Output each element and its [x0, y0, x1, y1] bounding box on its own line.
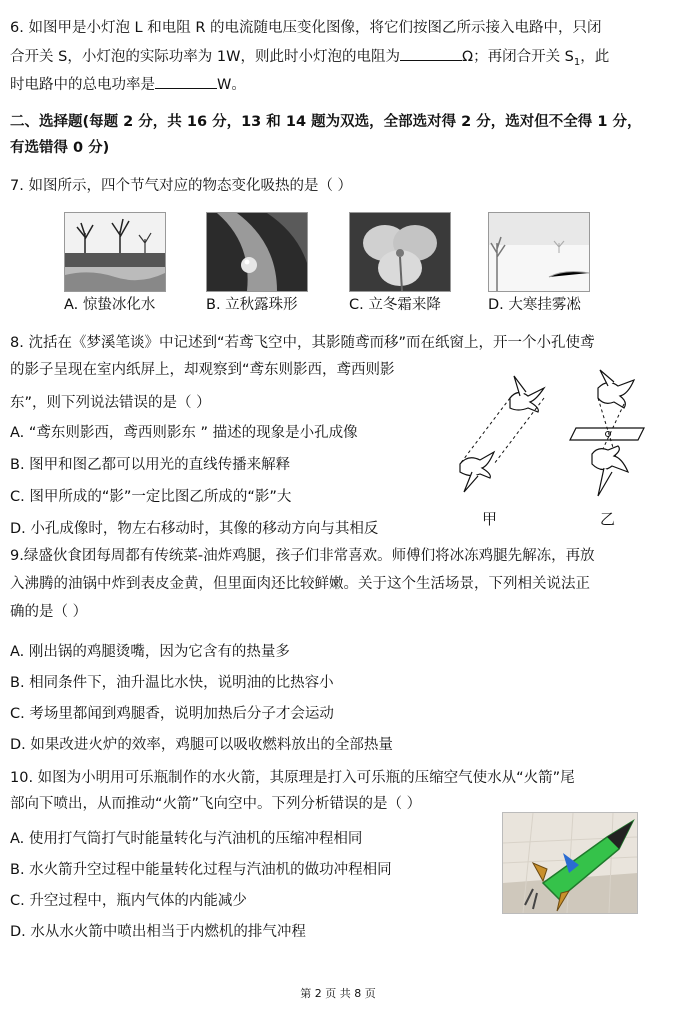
q6-blank-resistance[interactable] [400, 46, 462, 61]
q6-line-3 [10, 74, 246, 95]
q8-line-1: 8. 沈括在《梦溪笔谈》中记述到“若鸢飞空中，其影随鸢而移”而在纸窗上，开一个小孔使鸢 [10, 335, 595, 351]
q9-option-d: D. 如果改进火炉的效率，鸡腿可以吸收燃料放出的全部热量 [10, 737, 393, 753]
q8-option-c: C. 图甲所成的“影”一定比图乙所成的“影”大 [10, 489, 292, 505]
q6-line-2-text-a: 合开关 S，小灯泡的实际功率为 1W，则此时小灯泡的电阻为 [10, 49, 400, 65]
q7-caption-b: B. 立秋露珠形 [206, 297, 298, 313]
bird-icon-yi-bottom [592, 446, 628, 496]
q8-line-2: 的影子呈现在室内纸屏上，却观察到“鸢东则影西，鸢西则影 [10, 362, 395, 378]
page-footer: 第 2 页 共 8 页 [300, 987, 376, 1000]
q8-option-b: B. 图甲和图乙都可以用光的直线传播来解释 [10, 457, 291, 473]
q7-caption-c: C. 立冬霜来降 [349, 297, 441, 313]
bird-icon-yi-top [598, 370, 634, 408]
q10-line-2: 部向下喷出，从而推动“火箭”飞向空中。下列分析错误的是（ ） [10, 796, 422, 812]
q7-photo-d [488, 212, 590, 292]
q6-line-2-text-b: Ω；再闭合开关 S [461, 49, 574, 65]
q6-line-2-text-c: ，此 [580, 49, 610, 65]
q6-line-1: 6. 如图甲是小灯泡 L 和电阻 R 的电流随电压变化图像，将它们按图乙所示接入电路中，只闭 [10, 20, 602, 36]
q7-caption-a: A. 惊蛰冰化水 [64, 297, 156, 313]
q9-line-1: 9.绿盛伙食团每周都有传统菜-油炸鸡腿，孩子们非常喜欢。师傅们将冰冻鸡腿先解冻，再放 [10, 548, 595, 564]
q8-figure [448, 368, 668, 538]
q9-option-b: B. 相同条件下，油升温比水快，说明油的比热容小 [10, 675, 334, 691]
q8-label-jia: 甲 [482, 510, 498, 528]
q9-line-2: 入沸腾的油锅中炸到表皮金黄，但里面肉还比较鲜嫩。关于这个生活场景，下列相关说法正 [10, 576, 590, 592]
q10-option-b: B. 水火箭升空过程中能量转化过程与汽油机的做功冲程相同 [10, 862, 392, 878]
q8-option-a: A. “鸢东则影西，鸢西则影东 ” 描述的现象是小孔成像 [10, 425, 358, 441]
q6-line-3-text-b: W。 [217, 77, 246, 93]
q10-option-d: D. 水从水火箭中喷出相当于内燃机的排气冲程 [10, 924, 306, 940]
q9-option-a: A. 刚出锅的鸡腿烫嘴，因为它含有的热量多 [10, 644, 290, 660]
q7-caption-d: D. 大寒挂雾凇 [488, 297, 581, 313]
q7-photo-a [64, 212, 166, 292]
q7-stem: 7. 如图所示，四个节气对应的物态变化吸热的是（ ） [10, 178, 353, 194]
q6-blank-power[interactable] [155, 74, 217, 89]
q10-line-1: 10. 如图为小明用可乐瓶制作的水火箭，其原理是打入可乐瓶的压缩空气使水从“火箭”尾 [10, 770, 575, 786]
q7-photo-b [206, 212, 308, 292]
q7-photo-c [349, 212, 451, 292]
q6-subscript: 1 [573, 56, 581, 68]
q8-line-3: 东”，则下列说法错误的是（ ） [10, 395, 211, 411]
section2-heading-line-1: 二、选择题(每题 2 分，共 16 分，13 和 14 题为双选，全部选对得 2 分，选对但不全得 1 分， [10, 114, 642, 130]
q10-option-c: C. 升空过程中，瓶内气体的内能减少 [10, 893, 247, 909]
q10-option-a: A. 使用打气筒打气时能量转化与汽油机的压缩冲程相同 [10, 831, 363, 847]
q9-option-c: C. 考场里都闻到鸡腿香，说明加热后分子才会运动 [10, 706, 334, 722]
bird-icon-jia-top [510, 376, 544, 412]
q9-line-3: 确的是（ ） [10, 604, 88, 620]
section2-heading-line-2: 有选错得 0 分) [10, 140, 110, 156]
q6-line-2 [10, 46, 609, 73]
q8-label-yi: 乙 [600, 510, 616, 528]
q6-line-3-text-a: 时电路中的总电功率是 [10, 77, 155, 93]
q10-water-rocket-photo [502, 812, 638, 914]
q8-option-d: D. 小孔成像时，物左右移动时，其像的移动方向与其相反 [10, 521, 379, 537]
